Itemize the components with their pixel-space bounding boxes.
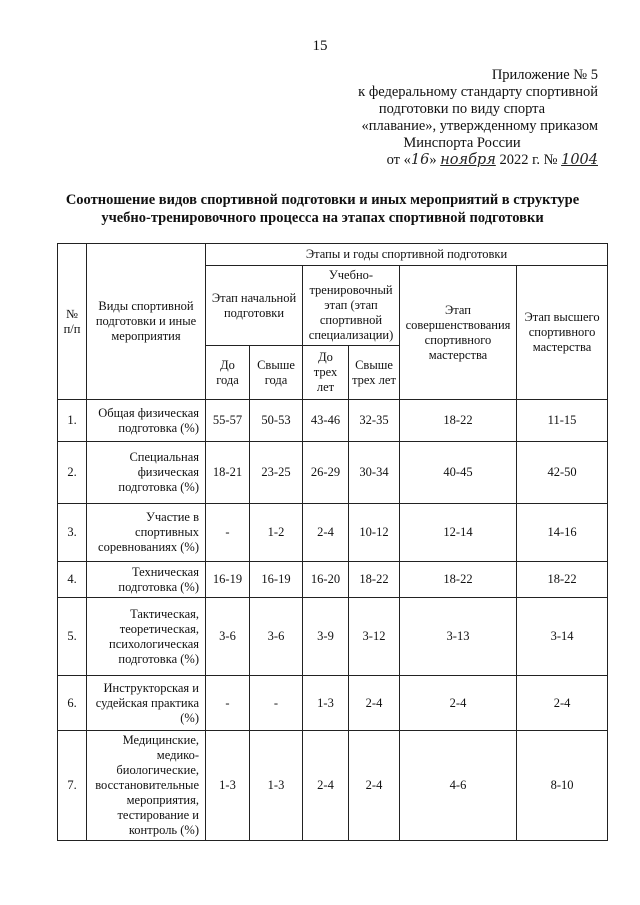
row-value: 3-13 <box>400 598 517 676</box>
row-value: 16-19 <box>206 562 250 598</box>
document-title <box>40 191 605 227</box>
table-body <box>58 400 608 841</box>
row-value: 18-22 <box>400 400 517 442</box>
header-stages: Этапы и годы спортивной подготовки <box>206 244 608 266</box>
row-value: 1-3 <box>303 676 349 731</box>
row-value: 3-12 <box>349 598 400 676</box>
appendix-line-4: «плавание», утвержденному приказом <box>361 118 598 134</box>
table-row <box>58 676 608 731</box>
appendix-date-line <box>298 152 598 169</box>
row-value: 18-22 <box>517 562 608 598</box>
row-activity-name: Тактическая, теоретическая, психологическая подготовка (%) <box>87 598 206 676</box>
header-upto-year: До года <box>206 346 250 400</box>
date-prefix: от « <box>386 152 411 168</box>
header-stage-initial: Этап начальной подготовки <box>206 266 303 346</box>
header-upto-3: До трех лет <box>303 346 349 400</box>
row-value: 1-3 <box>206 731 250 841</box>
row-value: 3-9 <box>303 598 349 676</box>
row-value: 2-4 <box>303 731 349 841</box>
row-value: 2-4 <box>400 676 517 731</box>
header-over-3: Свыше трех лет <box>349 346 400 400</box>
row-number: 4. <box>58 562 87 598</box>
row-value: 3-6 <box>206 598 250 676</box>
row-number: 1. <box>58 400 87 442</box>
page-number: 15 <box>312 38 328 54</box>
row-number: 7. <box>58 731 87 841</box>
row-value: - <box>206 676 250 731</box>
order-number: 1004 <box>561 152 598 168</box>
row-number: 2. <box>58 442 87 504</box>
header-num: № п/п <box>58 244 87 400</box>
appendix-line-3: подготовки по виду спорта <box>378 101 546 117</box>
row-value: 18-22 <box>400 562 517 598</box>
date-year: 2022 г. № <box>499 152 558 168</box>
row-value: 8-10 <box>517 731 608 841</box>
row-value: 3-6 <box>250 598 303 676</box>
table-row <box>58 731 608 841</box>
row-value: 14-16 <box>517 504 608 562</box>
row-value: 16-19 <box>250 562 303 598</box>
row-value: 4-6 <box>400 731 517 841</box>
row-value: 55-57 <box>206 400 250 442</box>
row-value: 42-50 <box>517 442 608 504</box>
row-activity-name: Общая физическая подготовка (%) <box>87 400 206 442</box>
row-value: 18-22 <box>349 562 400 598</box>
row-value: 2-4 <box>349 731 400 841</box>
row-activity-name: Техническая подготовка (%) <box>87 562 206 598</box>
row-value: 30-34 <box>349 442 400 504</box>
row-activity-name: Инструкторская и судейская практика (%) <box>87 676 206 731</box>
date-separator: » <box>429 152 437 168</box>
header-stage-improvement: Этап совершенствования спортивного мастерства <box>400 266 517 400</box>
table-row <box>58 598 608 676</box>
row-value: 43-46 <box>303 400 349 442</box>
row-value: 16-20 <box>303 562 349 598</box>
ratio-table <box>57 243 608 841</box>
row-value: 1-2 <box>250 504 303 562</box>
row-value: 40-45 <box>400 442 517 504</box>
row-value: 26-29 <box>303 442 349 504</box>
title-line-1: Соотношение видов спортивной подготовки и иных мероприятий в структуре <box>65 192 580 208</box>
table-row <box>58 504 608 562</box>
header-over-year: Свыше года <box>250 346 303 400</box>
title-line-2: учебно-тренировочного процесса на этапах спортивной подготовки <box>101 210 544 226</box>
row-value: 1-3 <box>250 731 303 841</box>
row-value: 18-21 <box>206 442 250 504</box>
row-number: 6. <box>58 676 87 731</box>
row-number: 3. <box>58 504 87 562</box>
row-value: 2-4 <box>349 676 400 731</box>
row-value: 12-14 <box>400 504 517 562</box>
date-day: 16 <box>410 152 430 168</box>
row-number: 5. <box>58 598 87 676</box>
row-value: 50-53 <box>250 400 303 442</box>
row-activity-name: Специальная физическая подготовка (%) <box>87 442 206 504</box>
row-value: 10-12 <box>349 504 400 562</box>
table-row <box>58 442 608 504</box>
row-value: 3-14 <box>517 598 608 676</box>
row-activity-name: Медицинские, медико-биологические, восстановительные мероприятия, тестирование и контроль (%) <box>87 731 206 841</box>
header-stage-training: Учебно-тренировочный этап (этап спортивной специализации) <box>303 266 400 346</box>
row-value: - <box>206 504 250 562</box>
row-value: - <box>250 676 303 731</box>
header-stage-higher: Этап высшего спортивного мастерства <box>517 266 608 400</box>
row-value: 2-4 <box>303 504 349 562</box>
appendix-line-2: к федеральному стандарту спортивной <box>358 84 598 100</box>
row-activity-name: Участие в спортивных соревнованиях (%) <box>87 504 206 562</box>
row-value: 11-15 <box>517 400 608 442</box>
row-value: 2-4 <box>517 676 608 731</box>
date-month: ноября <box>440 152 496 168</box>
row-value: 32-35 <box>349 400 400 442</box>
table-row <box>58 562 608 598</box>
appendix-line-1: Приложение № 5 <box>491 67 598 83</box>
header-types: Виды спортивной подготовки и иные мероприятия <box>87 244 206 400</box>
appendix-line-5: Минспорта России <box>403 135 521 151</box>
table-row <box>58 400 608 442</box>
row-value: 23-25 <box>250 442 303 504</box>
appendix-block <box>298 67 598 169</box>
